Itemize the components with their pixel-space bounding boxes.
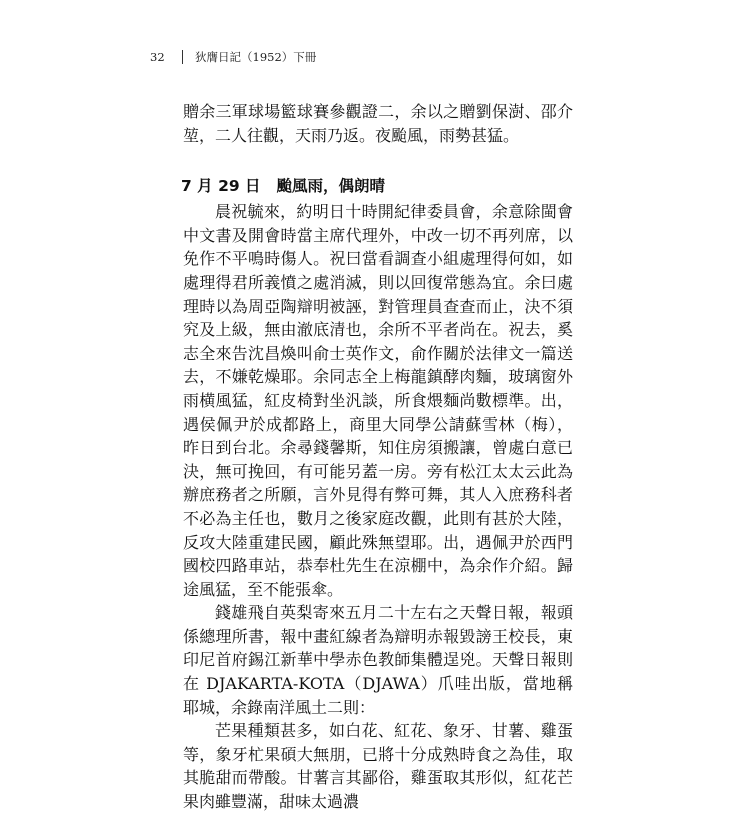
header-divider [182, 50, 183, 64]
intro-paragraph: 贈余三軍球場籃球賽參觀證二，余以之贈劉保澍、邵介堃，二人往觀，天雨乃返。夜颱風，雨勢甚猛。 [183, 102, 573, 145]
entry-paragraph-2: 錢雄飛自英梨寄來五月二十左右之天聲日報，報頭係總理所書，報中畫紅線者為辯明赤報毀謗王校長，東印尼首府錫江新華中學赤色教師集體逞兇。天聲日報則在 DJAKARTA-KOTA（DJAWA）爪哇出版，當地稱耶城，余錄南洋風土二則： [183, 603, 573, 717]
entry-date: 7 月 29 日 [181, 177, 261, 196]
entry-weather: 颱風雨，偶朗晴 [276, 177, 386, 196]
page-number: 32 [150, 50, 165, 64]
entry-paragraph-3: 芒果種類甚多，如白花、紅花、象牙、甘薯、雞蛋等，象牙杧果碩大無朋，已將十分成熟時食之為佳，取其脆甜而帶酸。甘薯言其鄙俗，雞蛋取其形似，紅花芒果肉雖豐滿，甜味太過濃 [183, 721, 573, 812]
running-header [150, 47, 316, 67]
running-title: 狄膺日記（1952）下冊 [195, 50, 317, 64]
entry-paragraph-1: 晨祝毓來，約明日十時開紀律委員會，余意除閩會中文書及開會時當主席代理外，中改一切不再列席，以免作不平鳴時傷人。祝曰當看調查小組處理得何如，如處理得君所義憤之處消滅，則以回復常態為宜。余曰處理時以為周亞陶辯明被誣，對管理員查查而止，決不須究及上級，無由澈底清也，余所不平者尚在。祝去，奚志全來告沈昌煥叫俞士英作文，俞作關於法律文一篇送去，不嫌乾燥耶。余同志全上梅龍鎮酵肉麵，玻璃窗外雨横風猛，紅皮椅對坐汎談，所食煨麵尚數標準。出，遇侯佩尹於成都路上，商里大同學公請蘇雪林（梅），昨日到台北。余尋錢馨斯，知住房須搬讓，曾處白意已決，無可挽回，有可能另蓋一房。旁有松江太太云此為辦庶務者之所願，言外見得有弊可舞，其人入庶務科者不必為主任也，數月之後家庭改觀，此則有甚於大陸，反攻大陸重建民國，顧此殊無望耶。出，遇佩尹於西門國校四路車站，恭奉杜先生在涼棚中，為余作介紹。歸途風猛，至不能張傘。 [183, 202, 573, 599]
page-body [183, 100, 573, 814]
diary-entry-heading [181, 175, 573, 197]
